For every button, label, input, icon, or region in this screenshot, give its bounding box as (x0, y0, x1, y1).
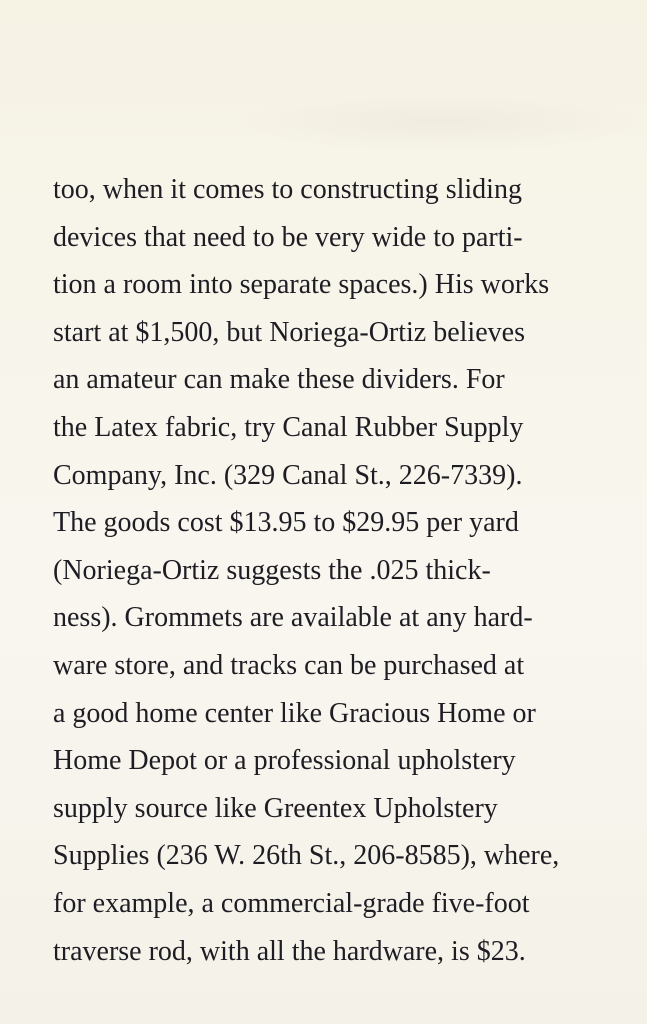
article-line: Company, Inc. (329 Canal St., 226-7339). (53, 459, 523, 491)
article-line: for example, a commercial-grade five-foot (53, 887, 530, 919)
article-line: a good home center like Gracious Home or (53, 697, 536, 729)
article-line: (Noriega-Ortiz suggests the .025 thick- (53, 554, 491, 586)
article-line: tion a room into separate spaces.) His works (53, 269, 550, 301)
article-line: Supplies (236 W. 26th St., 206-8585), where, (53, 840, 560, 872)
article-line: ware store, and tracks can be purchased at (53, 649, 525, 681)
article-line: start at $1,500, but Noriega-Ortiz believes (53, 316, 525, 348)
article-line: the Latex fabric, try Canal Rubber Supply (53, 411, 524, 443)
article-line: devices that need to be very wide to parti- (53, 221, 523, 253)
show-through-shadow (230, 92, 647, 152)
article-line: Home Depot or a professional upholstery (53, 745, 516, 777)
article-line: supply source like Greentex Upholstery (53, 792, 498, 824)
article-line: The goods cost $13.95 to $29.95 per yard (53, 507, 519, 539)
article-text-column (53, 166, 613, 975)
article-line: traverse rod, with all the hardware, is $23. (53, 935, 526, 967)
article-line: ness). Grommets are available at any hard- (53, 602, 533, 634)
article-line: an amateur can make these dividers. For (53, 364, 505, 396)
article-line: too, when it comes to constructing sliding (53, 174, 522, 205)
